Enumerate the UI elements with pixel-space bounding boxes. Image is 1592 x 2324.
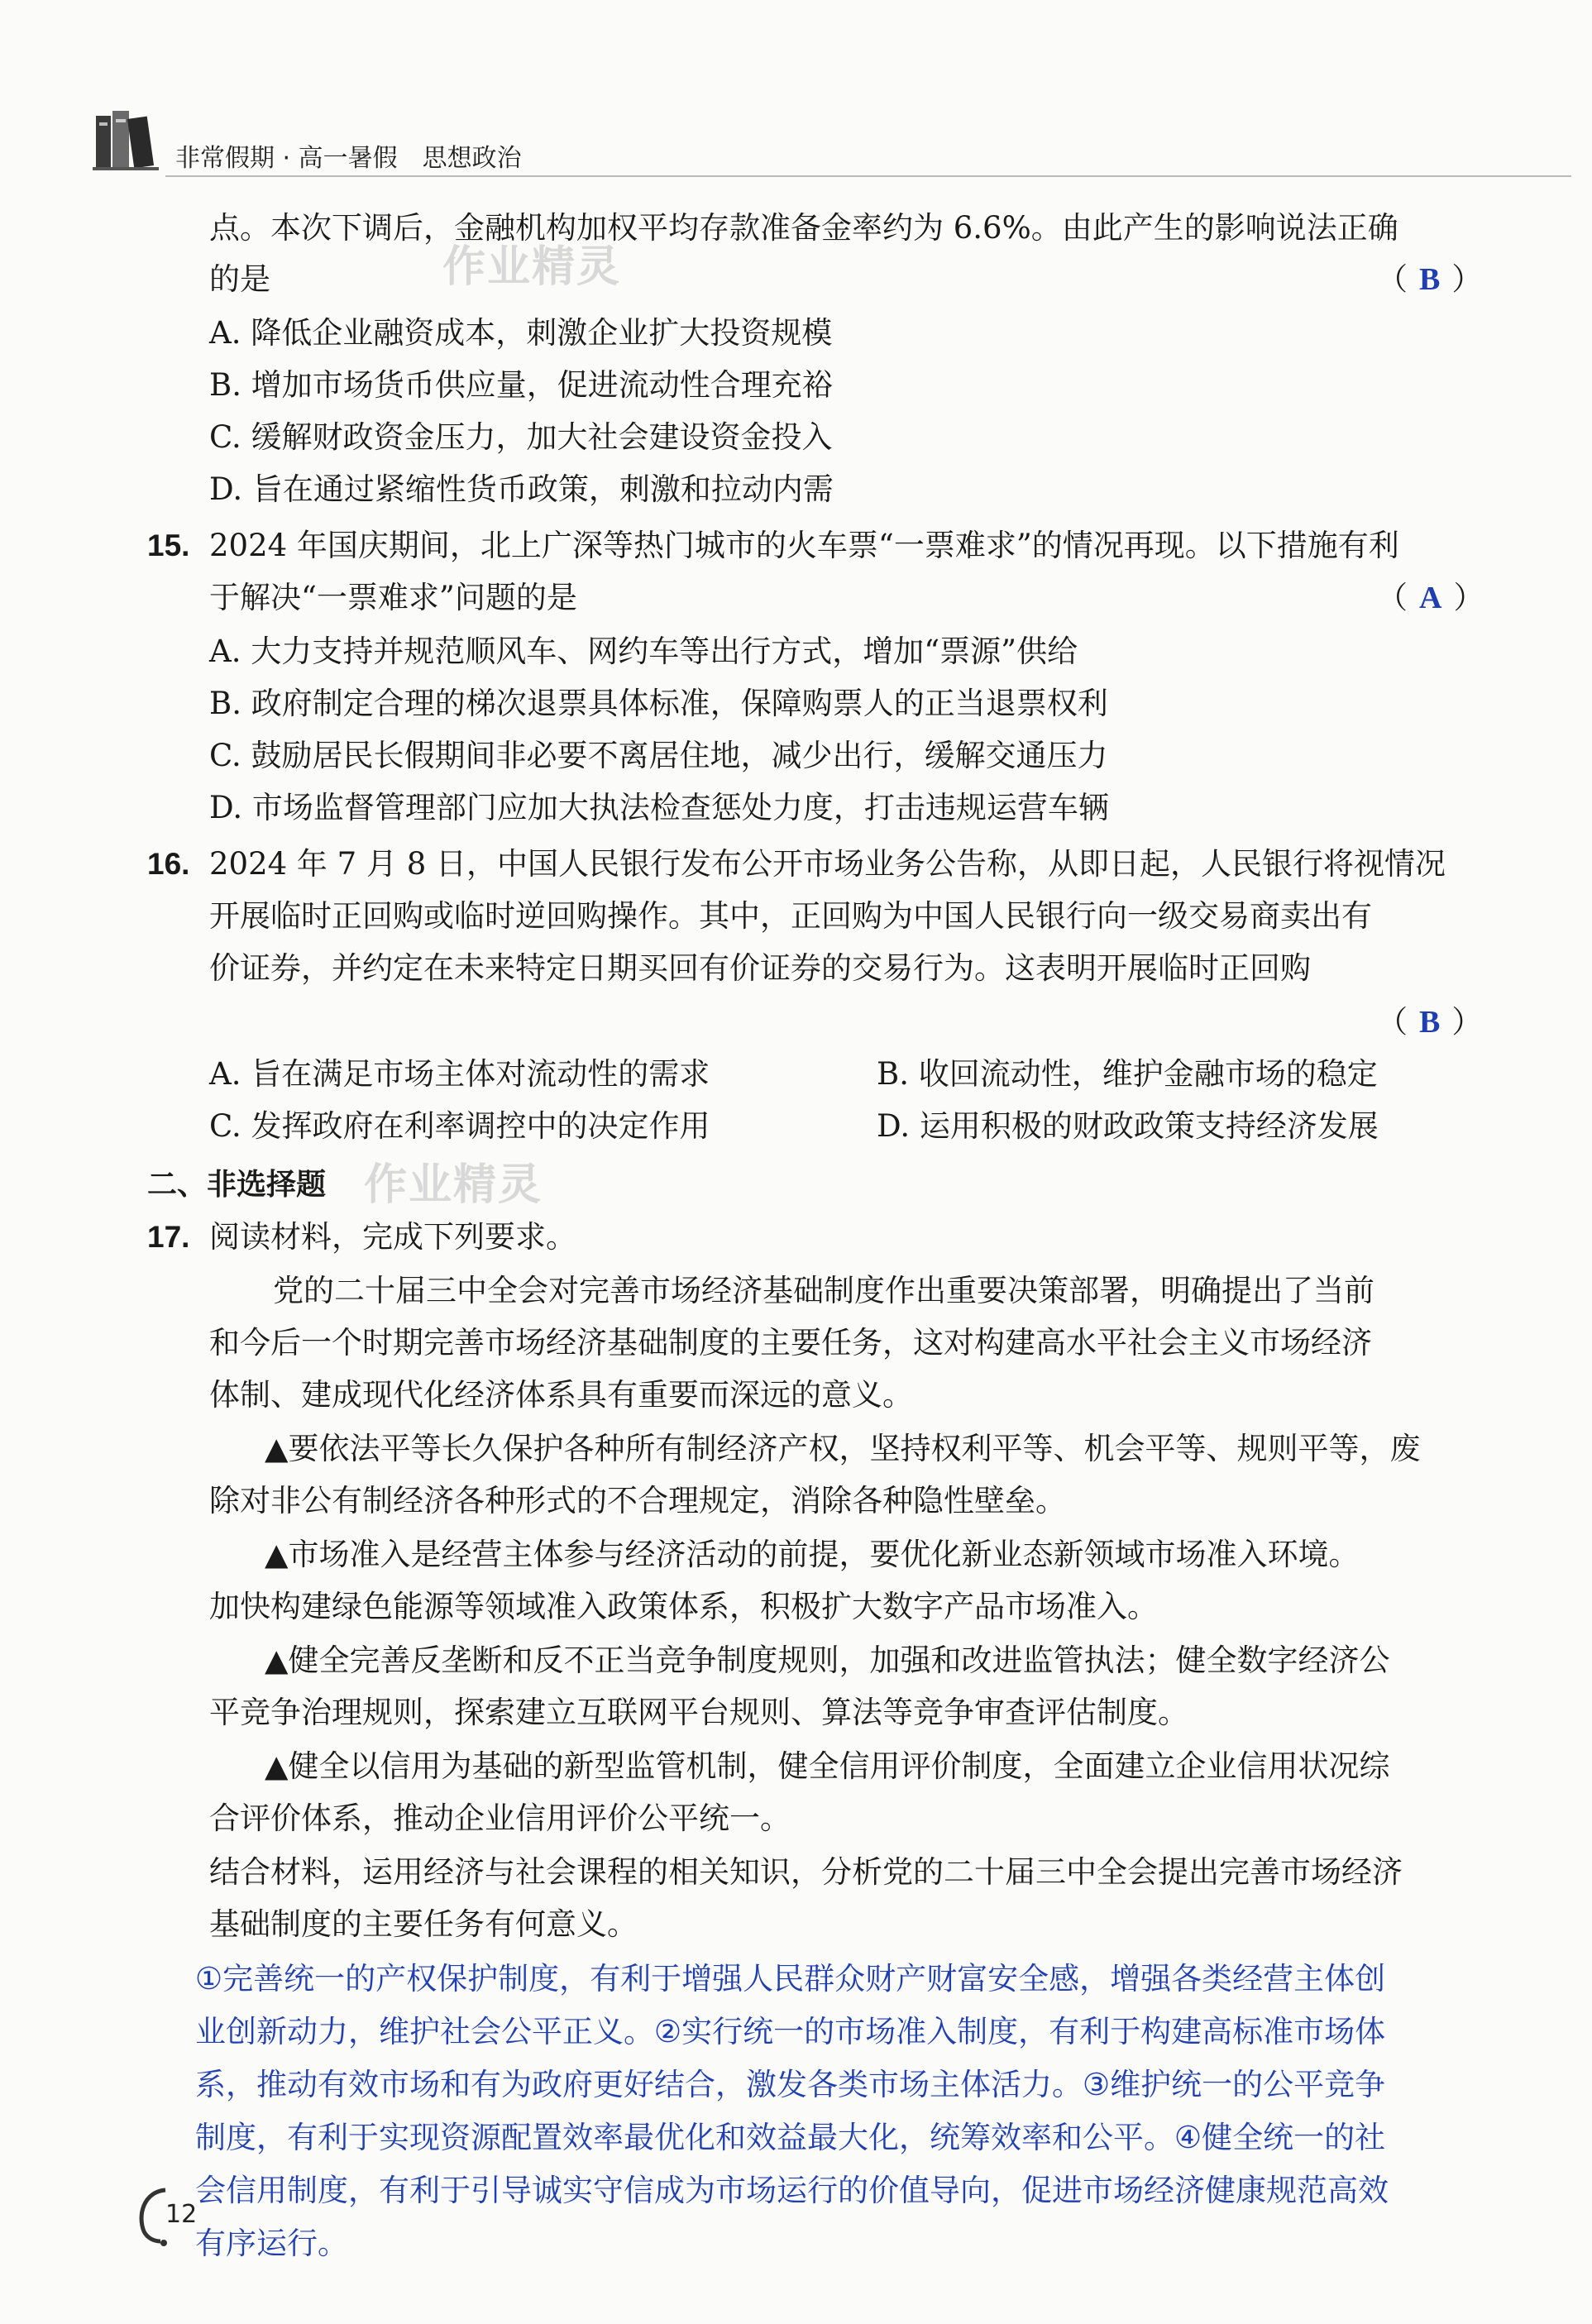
watermark: 作业精灵 bbox=[364, 1160, 543, 1210]
answer-line: 有序运行。 bbox=[195, 2226, 348, 2261]
material-text: 党的二十届三中全会对完善市场经济基础制度作出重要决策部署，明确提出了当前 bbox=[273, 1273, 1374, 1308]
watermark: 作业精灵 bbox=[442, 242, 622, 292]
answer-bracket bbox=[1377, 999, 1482, 1045]
answer-bracket bbox=[1377, 256, 1482, 303]
material-text: ▲健全完善反垄断和反不正当竞争制度规则，加强和改进监管执法；健全数字经济公 bbox=[265, 1643, 1390, 1678]
books-logo-icon bbox=[93, 106, 164, 172]
answer-line: 系，推动有效市场和有为政府更好结合，激发各类市场主体活力。③维护统一的公平竞争 bbox=[195, 2067, 1386, 2102]
paren-open: （ bbox=[1377, 1004, 1408, 1040]
material-text: ▲市场准入是经营主体参与经济活动的前提，要优化新业态新领域市场准入环境。 bbox=[265, 1537, 1360, 1572]
question-number: 15. bbox=[147, 528, 190, 562]
option: B. 政府制定合理的梯次退票具体标准，保障购票人的正当退票权利 bbox=[209, 686, 1108, 721]
question-text: 开展临时正回购或临时逆回购操作。其中，正回购为中国人民银行向一级交易商卖出有 bbox=[209, 898, 1372, 934]
material-text: 和今后一个时期完善市场经济基础制度的主要任务，这对构建高水平社会主义市场经济 bbox=[209, 1325, 1372, 1360]
question-text: 点。本次下调后，金融机构加权平均存款准备金率约为 6.6%。由此产生的影响说法正确 bbox=[209, 210, 1398, 246]
paren-close: ） bbox=[1451, 1004, 1483, 1040]
material-text: 平竞争治理规则，探索建立互联网平台规则、算法等竞争审查评估制度。 bbox=[209, 1695, 1188, 1730]
material-text: 除对非公有制经济各种形式的不合理规定，消除各种隐性壁垒。 bbox=[209, 1483, 1066, 1518]
section-title: 二、非选择题 bbox=[147, 1168, 327, 1202]
option: D. 市场监督管理部门应加大执法检查惩处力度，打击违规运营车辆 bbox=[209, 790, 1109, 825]
paren-close: ） bbox=[1453, 580, 1484, 615]
answer-line: 制度，有利于实现资源配置效率最优化和效益最大化，统筹效率和公平。④健全统一的社 bbox=[195, 2120, 1386, 2155]
answer-line: 业创新动力，维护社会公平正义。②实行统一的市场准入制度，有利于构建高标准市场体 bbox=[195, 2014, 1386, 2049]
question-text: 2024 年国庆期间，北上广深等热门城市的火车票“一票难求”的情况再现。以下措施有利 bbox=[209, 528, 1399, 563]
material-text: 合评价体系，推动企业信用评价公平统一。 bbox=[209, 1800, 791, 1836]
answer-value: B bbox=[1419, 1005, 1441, 1040]
answer-value: B bbox=[1419, 262, 1441, 297]
material-text: ▲要依法平等长久保护各种所有制经济产权，坚持权利平等、机会平等、规则平等，废 bbox=[265, 1431, 1421, 1466]
paren-close: ） bbox=[1451, 261, 1483, 297]
answer-line: ①完善统一的产权保护制度，有利于增强人民群众财产财富安全感，增强各类经营主体创 bbox=[195, 1961, 1386, 1996]
question-text: 基础制度的主要任务有何意义。 bbox=[209, 1906, 638, 1942]
option: A. 大力支持并规范顺风车、网约车等出行方式，增加“票源”供给 bbox=[209, 634, 1078, 669]
answer-bracket bbox=[1377, 575, 1484, 621]
page-number-text: 12 bbox=[165, 2200, 198, 2229]
question-text: 的是 bbox=[209, 261, 270, 297]
material-text: 加快构建绿色能源等领域准入政策体系，积极扩大数字产品市场准入。 bbox=[209, 1589, 1158, 1624]
answer-value: A bbox=[1419, 581, 1442, 615]
material-text: ▲健全以信用为基础的新型监管机制，健全信用评价制度，全面建立企业信用状况综 bbox=[265, 1748, 1390, 1784]
option: A. 旨在满足市场主体对流动性的需求 bbox=[209, 1056, 710, 1092]
option: C. 缓解财政资金压力，加大社会建设资金投入 bbox=[209, 419, 833, 455]
question-text: 价证券，并约定在未来特定日期买回有价证券的交易行为。这表明开展临时正回购 bbox=[209, 950, 1311, 986]
option: B. 收回流动性，维护金融市场的稳定 bbox=[877, 1056, 1378, 1092]
question-text: 结合材料，运用经济与社会课程的相关知识，分析党的二十届三中全会提出完善市场经济 bbox=[209, 1854, 1403, 1890]
question-number: 17. bbox=[147, 1220, 190, 1254]
option: D. 旨在通过紧缩性货币政策，刺激和拉动内需 bbox=[209, 471, 834, 507]
option: A. 降低企业融资成本，刺激企业扩大投资规模 bbox=[209, 315, 833, 351]
question-number: 16. bbox=[147, 847, 190, 881]
header-title: 非常假期 · 高一暑假 思想政治 bbox=[175, 144, 522, 173]
option: B. 增加市场货币供应量，促进流动性合理充裕 bbox=[209, 367, 833, 403]
question-text: 2024 年 7 月 8 日，中国人民银行发布公开市场业务公告称，从即日起，人民银行将视情况 bbox=[209, 846, 1446, 882]
answer-line: 会信用制度，有利于引导诚实守信成为市场运行的价值导向，促进市场经济健康规范高效 bbox=[195, 2173, 1389, 2208]
question-text: 阅读材料，完成下列要求。 bbox=[209, 1219, 576, 1255]
option: C. 鼓励居民长假期间非必要不离居住地，减少出行，缓解交通压力 bbox=[209, 738, 1108, 773]
option: D. 运用积极的财政政策支持经济发展 bbox=[877, 1108, 1379, 1144]
question-text: 于解决“一票难求”问题的是 bbox=[209, 580, 577, 615]
header-rule bbox=[165, 175, 1571, 177]
paren-open: （ bbox=[1377, 580, 1408, 615]
material-text: 体制、建成现代化经济体系具有重要而深远的意义。 bbox=[209, 1377, 913, 1413]
paren-open: （ bbox=[1377, 261, 1408, 297]
option: C. 发挥政府在利率调控中的决定作用 bbox=[209, 1108, 710, 1144]
